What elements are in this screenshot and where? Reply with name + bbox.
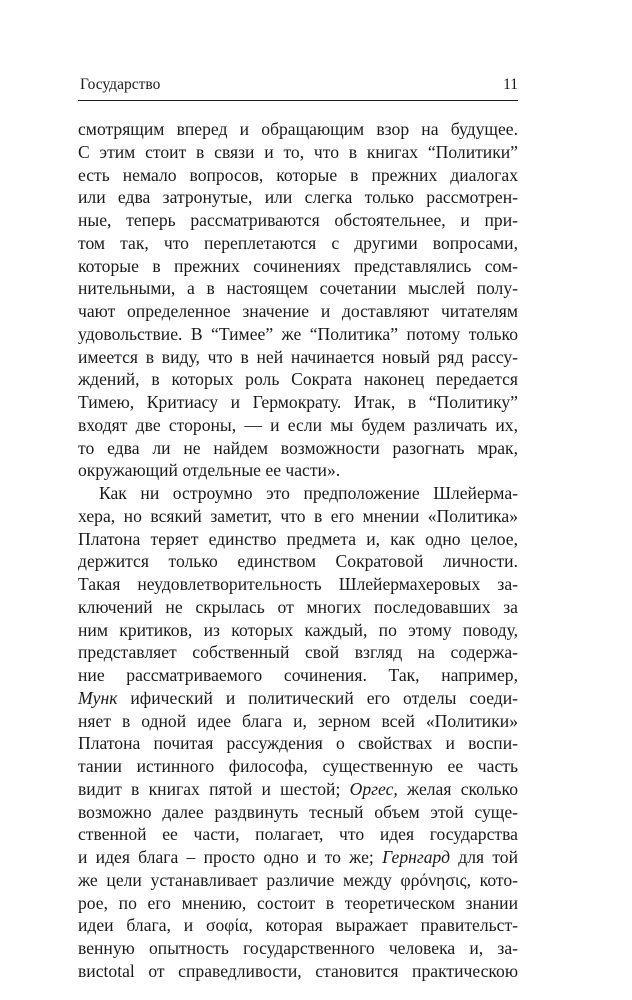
text-line: держится только единством Сократовой личности. <box>78 551 518 572</box>
text-line: то едва ли не найдем возможности разогнать мрак, <box>78 437 518 458</box>
text-line: ним критиков, из которых каждый, по этому поводу, <box>78 619 518 640</box>
running-title: Государство <box>80 76 161 93</box>
text-line: возможно далее раздвинуть тесный объем этой суще- <box>78 801 518 822</box>
text-line: том так, что переплетаются с другими вопросами, <box>78 232 518 253</box>
page-number: 11 <box>503 76 518 93</box>
text-line: окружающий отдельные ее части». <box>78 460 341 481</box>
text-line: или едва затронутые, или слегка только рассмотрен- <box>78 187 518 208</box>
text-line: ные, теперь рассматриваются обстоятельнее, и при- <box>78 210 518 230</box>
header-rule <box>78 100 518 101</box>
text-line: чают определенное значение и доставляют читателям <box>78 301 518 321</box>
paragraph-2 <box>78 482 518 983</box>
text-line: Платона теряет единство предмета и, как одно целое, <box>78 528 518 549</box>
line-text: видит в книгах пятой и шестой; <box>78 778 341 799</box>
author-name: Гернгард <box>382 847 451 867</box>
line-text: желая сколько <box>397 778 519 799</box>
text-line: ственной ее части, полагает, что идея государства <box>78 824 518 845</box>
text-line: висtotal от справедливости, становится практическою <box>78 960 518 981</box>
text-line: Тимею, Критиасу и Гермократу. Итак, в “Политику” <box>78 392 518 412</box>
text-line: которые в прежних сочинениях представлялись сом- <box>78 255 518 276</box>
text-line <box>78 846 518 869</box>
text-line: идеи блага, и σοφία, которая выражает правительст- <box>78 915 518 936</box>
text-line: Платона почитая рассуждения о свойствах и воспи- <box>78 733 518 754</box>
running-head <box>78 74 518 96</box>
paragraph-1 <box>78 118 518 482</box>
text-line: хера, но всякий заметит, что в его мнении «Политика» <box>78 505 518 526</box>
text-line: ние рассматриваемого сочинения. Так, например, <box>78 665 518 685</box>
author-name: Мунк <box>78 687 118 708</box>
text-line: рое, по его мнению, состоит в теоретическом знании <box>78 892 518 913</box>
text-line: нительными, а в настоящем сочетании мыслей полу- <box>78 278 518 299</box>
page-body <box>78 118 518 983</box>
text-line: входят две стороны, — и если мы будем различать их, <box>78 414 518 435</box>
text-line: Такая неудовлетворительность Шлейермахеровых за- <box>78 574 518 594</box>
author-name: Оргес, <box>349 778 398 799</box>
text-line <box>78 778 518 801</box>
text-line: ключений не скрылась от многих последовавших за <box>78 596 518 617</box>
text-line: удовольствие. В “Тимее” же “Политика” потому только <box>78 323 518 344</box>
text-line: С этим стоит в связи и то, что в книгах “Политики” <box>78 141 518 162</box>
text-line: смотрящим вперед и обращающим взор на будущее. <box>78 119 518 139</box>
line-text: и идея блага – просто одно и то же; <box>78 847 374 867</box>
text-line: тании истинного философа, существенную ее часть <box>78 756 518 776</box>
line-text: ифический и политический его отделы соеди- <box>117 687 518 708</box>
text-line: венную опытность государственного человека и, за- <box>78 938 518 958</box>
line-text: для той <box>450 847 518 867</box>
text-line: же цели устанавливает различие между φρόνησις, кото- <box>78 869 518 890</box>
text-line: Как ни остроумно это предположение Шлейерма- <box>99 483 518 503</box>
text-line <box>78 687 518 710</box>
text-line: ждений, в которых роль Сократа наконец передается <box>78 369 518 390</box>
text-line: есть немало вопросов, которые в прежних диалогах <box>78 164 518 185</box>
text-line: няет в одной идее блага и, зерном всей «Политики» <box>78 710 518 731</box>
text-line: имеется в виду, что в ней начинается новый ряд рассу- <box>78 346 518 367</box>
text-line: представляет собственный свой взгляд на содержа- <box>78 642 518 663</box>
